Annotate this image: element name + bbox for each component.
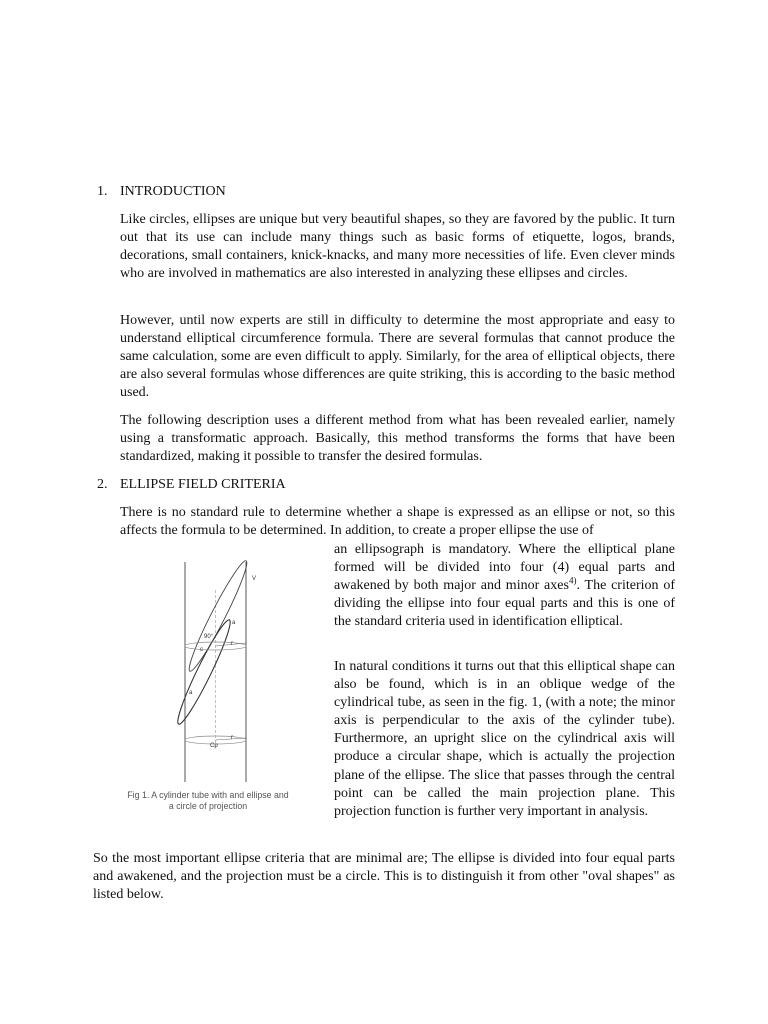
figure-1: [118, 550, 298, 836]
section-number: 1.: [97, 184, 108, 199]
continuation-text-end: . The criterion of dividing the ellipse into four equal parts and this is one of the standard criteria used in identification elliptical.: [334, 578, 675, 630]
oblique-ellipse-upper: [184, 558, 253, 675]
caption-line-2: a circle of projection: [168, 801, 248, 811]
section-number: 2.: [97, 477, 108, 492]
section-1-heading: [97, 183, 226, 201]
caption-line-1: Fig 1. A cylinder tube with and ellipse and: [127, 790, 289, 800]
section-title: ELLIPSE FIELD CRITERIA: [120, 477, 286, 492]
label-cp: Cp: [210, 743, 218, 749]
label-angle: 90°: [204, 634, 214, 640]
intro-paragraph-3: The following description uses a different method from what has been revealed earlier, namely using a transformatic approach. Basically, this method transforms the forms that have been standardized, making it possible to transfer the desired formulas.: [120, 413, 675, 465]
intro-paragraph-1: Like circles, ellipses are unique but very beautiful shapes, so they are favored by the public. It turn out that its use can include many things such as basic forms of etiquette, logos, brands, decorations, small containers, knick-knacks, and many more necessities of life. Even clever minds who are involved in mathematics are also interested in analyzing these ellipses and circles.: [120, 212, 675, 282]
label-c: c: [200, 647, 203, 653]
figure-caption: [118, 790, 298, 812]
intro-paragraph-2: However, until now experts are still in difficulty to determine the most appropriate and easy to understand elliptical circumference formula. There are several formulas that cannot produce the same calculation, some are even difficult to apply. Similarly, for the area of elliptical objects, there are also several formulas whose differences are quite striking, this is according to the basic method used.: [120, 313, 675, 401]
label-a-lower: a: [189, 690, 193, 696]
continuation-text: an ellipsograph is mandatory. Where the elliptical plane formed will be divided into four (4) equal parts and awakened by both major and minor axes: [334, 542, 675, 594]
section-title: INTRODUCTION: [120, 184, 226, 199]
label-a-upper: a: [232, 620, 236, 626]
criteria-intro-paragraph: There is no standard rule to determine whether a shape is expressed as an ellipse or not, so this affects the formula to be determined. In addition, to create a proper ellipse the use of: [120, 505, 675, 539]
label-r-upper: r: [231, 641, 233, 647]
section-2-heading: [97, 476, 286, 494]
criteria-continuation-paragraph: [334, 541, 675, 631]
natural-conditions-paragraph: In natural conditions it turns out that this elliptical shape can also be found, which is in an oblique wedge of the cylindrical tube, as seen in the fig. 1, (with a note; the minor axis is perpendicular to the axis of the cylinder tube). Furthermore, an upright slice on the cylindrical axis will produce a circular shape, which is actually the projection plane of the ellipse. The slice that passes through the central point can be called the main projection plane. This projection function is further very important in analysis.: [334, 659, 675, 819]
reference-marker: 4): [568, 575, 577, 586]
cylinder-diagram: [118, 550, 298, 782]
closing-paragraph: So the most important ellipse criteria that are minimal are; The ellipse is divided into four equal parts and awakened, and the projection must be a circle. This is to distinguish it from other "oval shapes" as listed below.: [93, 851, 675, 903]
label-v: V: [252, 576, 257, 582]
label-r-lower: r: [231, 735, 233, 741]
